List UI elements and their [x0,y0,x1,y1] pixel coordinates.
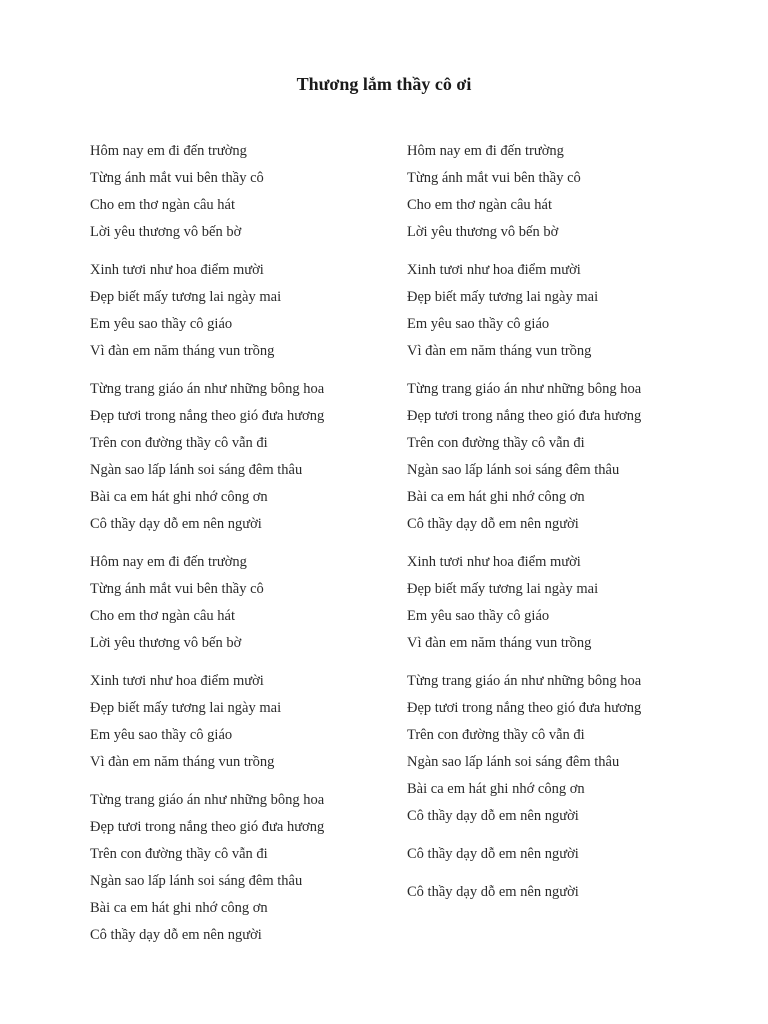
stanza-gap [407,868,727,879]
stanza [90,549,410,657]
lyric-line: Hôm nay em đi đến trường [90,554,247,570]
lyric-line: Em yêu sao thầy cô giáo [90,316,233,332]
page-title: Thương lắm thầy cô ơi [296,74,472,94]
lyric-line: Vì đàn em năm tháng vun trồng [407,343,592,359]
lyric-line: Đẹp tươi trong nắng theo gió đưa hương [407,408,642,424]
stanza [90,668,410,776]
lyric-line: Vì đàn em năm tháng vun trồng [90,754,275,770]
lyric-line: Đẹp tươi trong nắng theo gió đưa hương [90,408,325,424]
stanza [407,841,727,868]
stanza-gap [407,246,727,257]
lyric-line: Từng ánh mắt vui bên thầy cô [90,581,264,597]
stanza-gap [407,538,727,549]
lyric-line: Từng trang giáo án như những bông hoa [90,792,325,808]
stanza [407,257,727,365]
stanza-gap [90,538,410,549]
stanza [90,257,410,365]
stanza [407,879,727,906]
lyric-line: Ngàn sao lấp lánh soi sáng đêm thâu [90,462,303,478]
lyric-line: Cô thầy dạy dỗ em nên người [407,884,579,900]
lyric-line: Cho em thơ ngàn câu hát [90,197,235,213]
lyric-line: Từng ánh mắt vui bên thầy cô [90,170,264,186]
lyric-line: Đẹp biết mấy tương lai ngày mai [407,289,599,305]
lyric-line: Xinh tươi như hoa điểm mười [90,673,264,689]
lyric-line: Cô thầy dạy dỗ em nên người [407,846,579,862]
lyric-line: Đẹp biết mấy tương lai ngày mai [90,289,282,305]
stanza [90,376,410,538]
lyric-line: Từng trang giáo án như những bông hoa [407,673,642,689]
lyric-line: Từng trang giáo án như những bông hoa [90,381,325,397]
lyric-line: Em yêu sao thầy cô giáo [90,727,233,743]
stanza [407,549,727,657]
lyric-line: Từng ánh mắt vui bên thầy cô [407,170,581,186]
stanza [90,138,410,246]
lyric-line: Bài ca em hát ghi nhớ công ơn [407,489,585,505]
stanza-gap [90,365,410,376]
lyric-line: Cô thầy dạy dỗ em nên người [407,808,579,824]
stanza-gap [407,657,727,668]
lyric-line: Xinh tươi như hoa điểm mười [407,262,581,278]
lyric-line: Trên con đường thầy cô vẫn đi [90,846,268,862]
lyric-line: Đẹp biết mấy tương lai ngày mai [90,700,282,716]
left-column [90,138,410,949]
lyric-line: Ngàn sao lấp lánh soi sáng đêm thâu [90,873,303,889]
lyric-line: Em yêu sao thầy cô giáo [407,316,550,332]
right-column [407,138,727,906]
lyric-line: Xinh tươi như hoa điểm mười [407,554,581,570]
lyric-line: Vì đàn em năm tháng vun trồng [90,343,275,359]
lyric-line: Xinh tươi như hoa điểm mười [90,262,264,278]
lyric-line: Bài ca em hát ghi nhớ công ơn [407,781,585,797]
stanza-gap [90,246,410,257]
stanza [407,668,727,830]
lyric-line: Bài ca em hát ghi nhớ công ơn [90,900,268,916]
lyric-line: Ngàn sao lấp lánh soi sáng đêm thâu [407,754,620,770]
lyric-line: Cho em thơ ngàn câu hát [90,608,235,624]
stanza [407,376,727,538]
lyric-line: Bài ca em hát ghi nhớ công ơn [90,489,268,505]
stanza [90,787,410,949]
lyric-line: Cô thầy dạy dỗ em nên người [90,516,262,532]
lyric-line: Em yêu sao thầy cô giáo [407,608,550,624]
lyric-line: Đẹp tươi trong nắng theo gió đưa hương [407,700,642,716]
lyric-line: Cho em thơ ngàn câu hát [407,197,552,213]
lyric-line: Đẹp tươi trong nắng theo gió đưa hương [90,819,325,835]
lyric-line: Cô thầy dạy dỗ em nên người [90,927,262,943]
stanza-gap [407,830,727,841]
lyric-line: Hôm nay em đi đến trường [407,143,564,159]
stanza-gap [90,776,410,787]
lyric-line: Từng trang giáo án như những bông hoa [407,381,642,397]
lyric-line: Đẹp biết mấy tương lai ngày mai [407,581,599,597]
lyric-line: Vì đàn em năm tháng vun trồng [407,635,592,651]
lyric-line: Lời yêu thương vô bến bờ [90,635,242,651]
stanza-gap [90,657,410,668]
lyric-line: Hôm nay em đi đến trường [90,143,247,159]
stanza [407,138,727,246]
lyric-line: Trên con đường thầy cô vẫn đi [407,435,585,451]
stanza-gap [407,365,727,376]
lyric-line: Lời yêu thương vô bến bờ [90,224,242,240]
lyric-line: Ngàn sao lấp lánh soi sáng đêm thâu [407,462,620,478]
lyric-line: Lời yêu thương vô bến bờ [407,224,559,240]
lyric-line: Trên con đường thầy cô vẫn đi [407,727,585,743]
lyric-line: Cô thầy dạy dỗ em nên người [407,516,579,532]
lyric-line: Trên con đường thầy cô vẫn đi [90,435,268,451]
